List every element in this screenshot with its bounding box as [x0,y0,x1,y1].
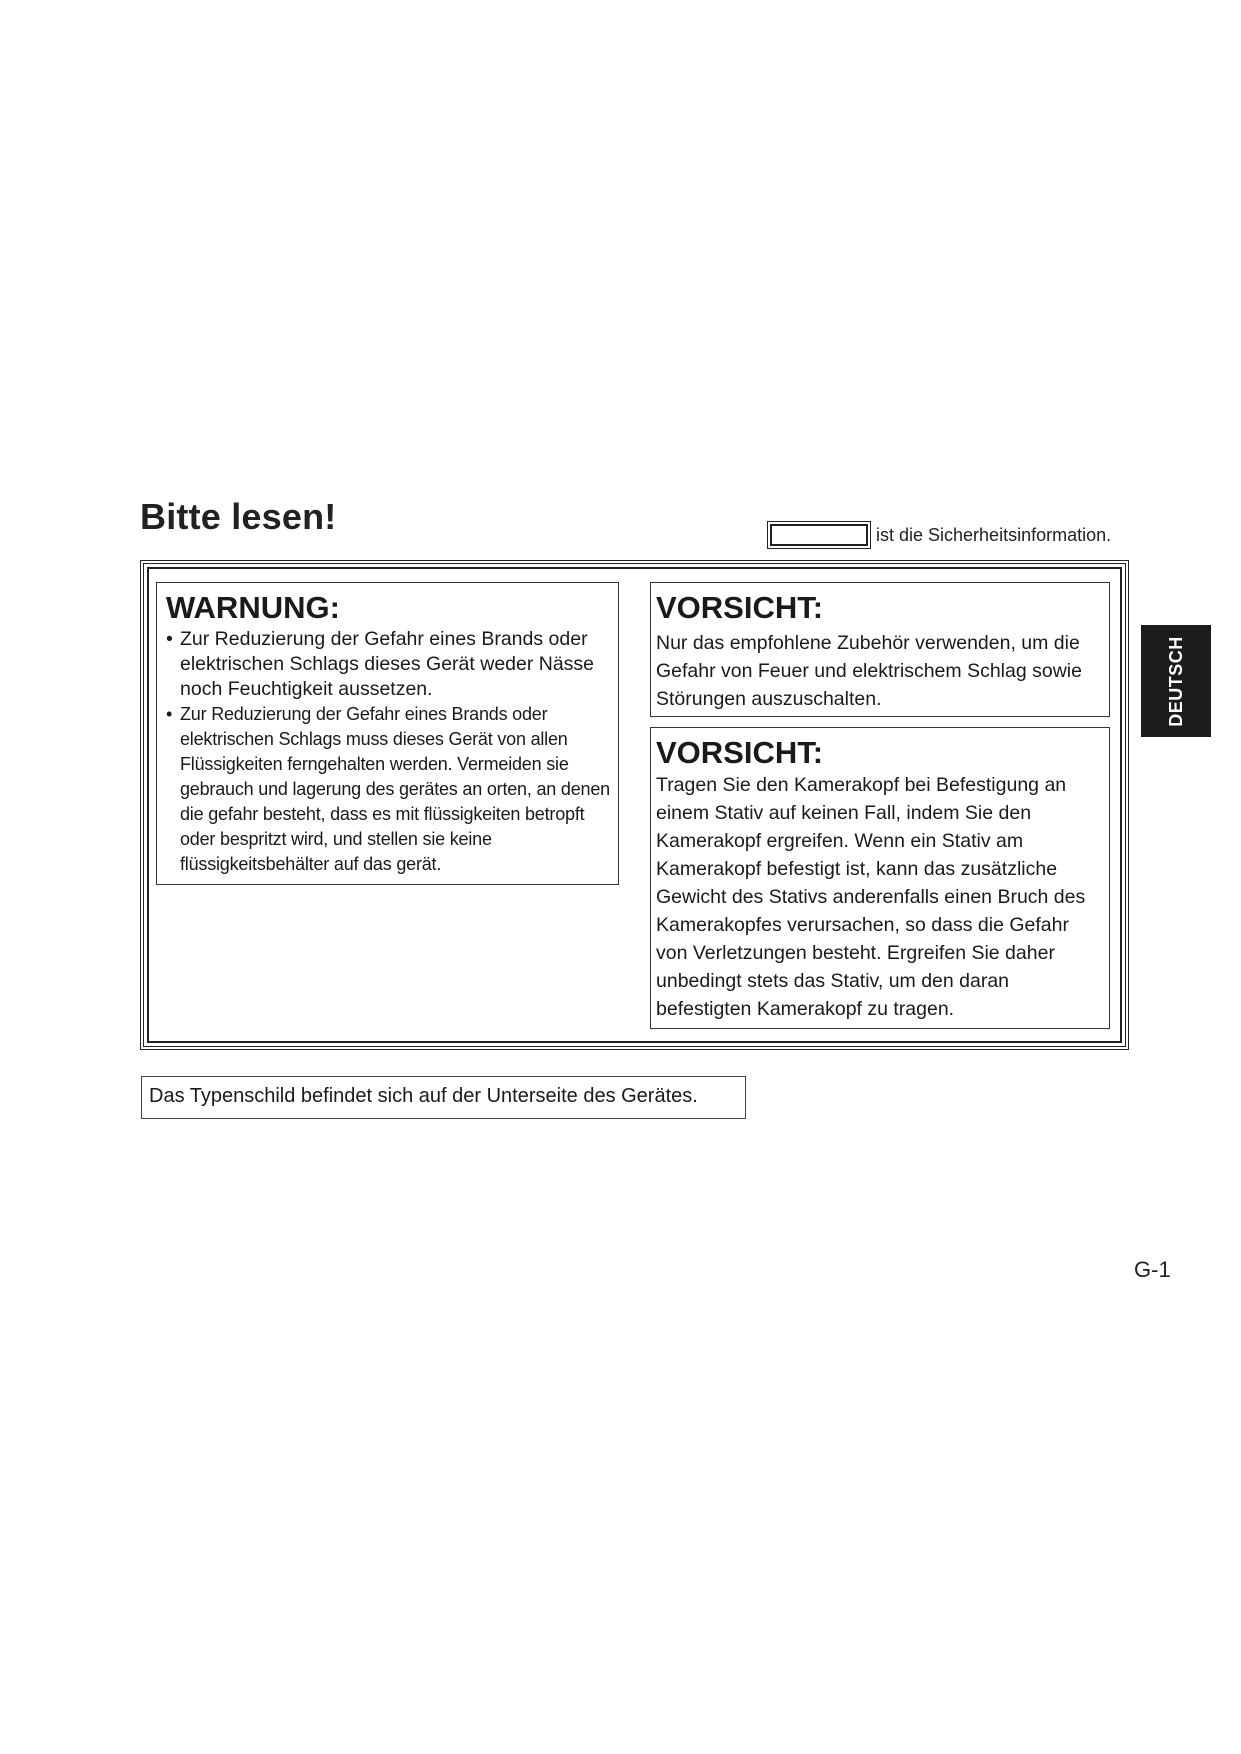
caution-text: Nur das empfohlene Zubehör verwenden, um die Gefahr von Feuer und elektrischem Schlag sowie Störungen auszuschalten. [656,632,1082,710]
safety-legend [770,522,1111,548]
caution-text: Tragen Sie den Kamerakopf bei Befestigung an einem Stativ auf keinen Fall, indem Sie den Kamerakopf ergreifen. Wenn ein Stativ am Kamerakopf befestigt ist, kann das zusätzliche Gewicht des Stativs anderenfalls einen Bruch des Kamerakopfes verursachen, so dass die Gefahr von Verletzungen besteht. Ergreifen Sie daher unbedingt stets das Stativ, um den daran befestigten Kamerakopf zu tragen. [656,774,1086,1020]
warning-box [156,582,619,885]
language-tab [1141,625,1211,737]
caution-heading: VORSICHT: [656,590,824,625]
page-number: G-1 [1134,1257,1171,1282]
typeplate-note: Das Typenschild befindet sich auf der Unterseite des Gerätes. [141,1076,746,1119]
page-title: Bitte lesen! [140,496,337,537]
caution-box-accessories [650,582,1110,717]
warning-heading: WARNUNG: [166,590,340,625]
safety-legend-text: ist die Sicherheitsinformation. [876,524,1112,545]
safety-box-symbol [770,524,868,546]
language-tab-label: DEUTSCH [1165,635,1186,727]
caution-box-tripod [650,727,1110,1029]
warning-item: • Zur Reduzierung der Gefahr eines Brands oder elektrischen Schlags dieses Gerät weder Nässe noch Feuchtigkeit aussetzen. [166,627,610,702]
caution-heading: VORSICHT: [656,735,824,770]
warning-item: • Zur Reduzierung der Gefahr eines Brands oder elektrischen Schlags muss dieses Gerät von allen Flüssigkeiten ferngehalten werden. Vermeiden sie gebrauch und lagerung des gerätes an orten, an denen die gefahr besteht, dass es mit flüssigkeiten betropft oder bespritzt wird, und stellen sie keine flüssigkeitsbehälter auf das gerät. [166,702,610,877]
warning-list [166,627,610,877]
